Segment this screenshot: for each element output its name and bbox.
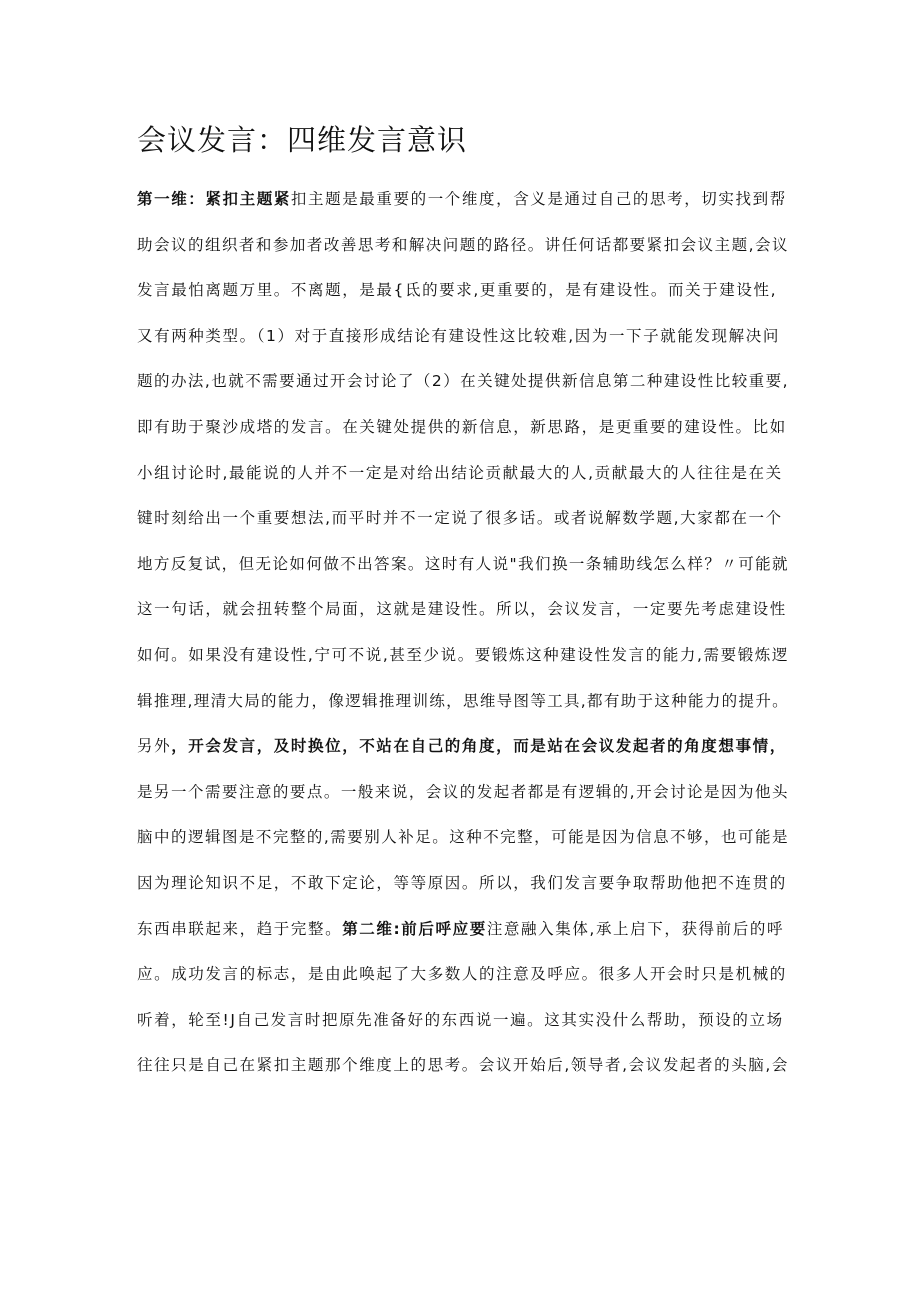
text-segment: 往往只是自己在紧扣主题那个维度上的思考。会议开始后,领导者,会议发起者的头脑,会	[137, 1056, 789, 1075]
text-segment: 脑中的逻辑图是不完整的,需要别人补足。这种不完整，可能是因为信息不够，也可能是	[137, 828, 789, 847]
text-segment: 另外	[137, 737, 172, 756]
text-line	[137, 590, 797, 636]
document-body	[137, 180, 797, 1092]
bold-text-segment: ，开会发言，及时换位，不站在自己的角度，而是站在会议发起者的角度想事情，	[171, 737, 787, 756]
text-line	[137, 317, 797, 363]
text-segment: 小组讨论时,最能说的人并不一定是对给出结论贡献最大的人,贡献最大的人往往是在关	[137, 463, 783, 482]
text-line	[137, 454, 797, 500]
document-title: 会议发言：四维发言意识	[137, 123, 468, 157]
text-line	[137, 545, 797, 591]
text-segment: 如何。如果没有建设性,宁可不说,甚至少说。要锻炼这种建设性发言的能力,需要锻炼逻	[137, 645, 789, 664]
text-line	[137, 499, 797, 545]
bold-text-segment: 第二维:前后呼应要	[342, 919, 487, 938]
text-segment: 因为理论知识不足，不敢下定论，等等原因。所以，我们发言要争取帮助他把不连贯的	[137, 873, 787, 892]
text-segment: 又有两种类型。（1）对于直接形成结论有建设性这比较难,因为一下子就能发现解决问	[137, 326, 780, 345]
text-line	[137, 910, 797, 956]
text-line	[137, 271, 797, 317]
text-segment: 听着，轮至!J自己发言时把原先准备好的东西说一遍。这其实没什么帮助，预设的立场	[137, 1010, 784, 1029]
text-segment: 注意融入集体,承上启下，获得前后的呼	[486, 919, 785, 938]
text-line	[137, 682, 797, 728]
text-segment: 键时刻给出一个重要想法,而平时并不一定说了很多话。或者说解数学题,大家都在一个	[137, 509, 783, 528]
text-segment: 题的办法,也就不需要通过开会讨论了（2）在关键处提供新信息第二种建设性比较重要,	[137, 372, 789, 391]
text-line	[137, 362, 797, 408]
text-line	[137, 226, 797, 272]
text-line	[137, 636, 797, 682]
text-line	[137, 864, 797, 910]
bold-text-segment: 第一维：紧扣主题紧	[137, 190, 291, 208]
text-segment: 是另一个需要注意的要点。一般来说，会议的发起者都是有逻辑的,开会讨论是因为他头	[137, 782, 789, 801]
text-segment: 辑推理,理清大局的能力，像逻辑推理训练，思维导图等工具,都有助于这种能力的提升。	[137, 691, 789, 710]
text-line	[137, 955, 797, 1001]
text-line	[137, 408, 797, 454]
text-segment: 应。成功发言的标志，是由此唤起了大多数人的注意及呼应。很多人开会时只是机械的	[137, 965, 787, 984]
text-segment: 助会议的组织者和参加者改善思考和解决问题的路径。讲任何话都要紧扣会议主题,会议	[137, 235, 789, 254]
text-segment: 这一句话，就会扭转整个局面，这就是建设性。所以，会议发言，一定要先考虑建设性	[137, 600, 787, 619]
text-line	[137, 773, 797, 819]
text-segment: 扣主题是最重要的一个维度，含义是通过自己的思考，切实找到帮	[290, 190, 787, 208]
text-line	[137, 180, 797, 226]
text-line	[137, 1046, 797, 1092]
text-segment: 地方反复试，但无论如何做不出答案。这时有人说"我们换一条辅助线怎么样？〃可能就	[137, 554, 789, 573]
text-line	[137, 1001, 797, 1047]
text-segment: 即有助于聚沙成塔的发言。在关键处提供的新信息，新思路，是更重要的建设性。比如	[137, 417, 787, 436]
text-segment: 发言最怕离题万里。不离题，是最{氐的要求,更重要的，是有建设性。而关于建设性,	[137, 281, 778, 300]
text-line	[137, 727, 797, 773]
text-line	[137, 818, 797, 864]
text-segment: 东西串联起来，趋于完整。	[137, 919, 343, 938]
